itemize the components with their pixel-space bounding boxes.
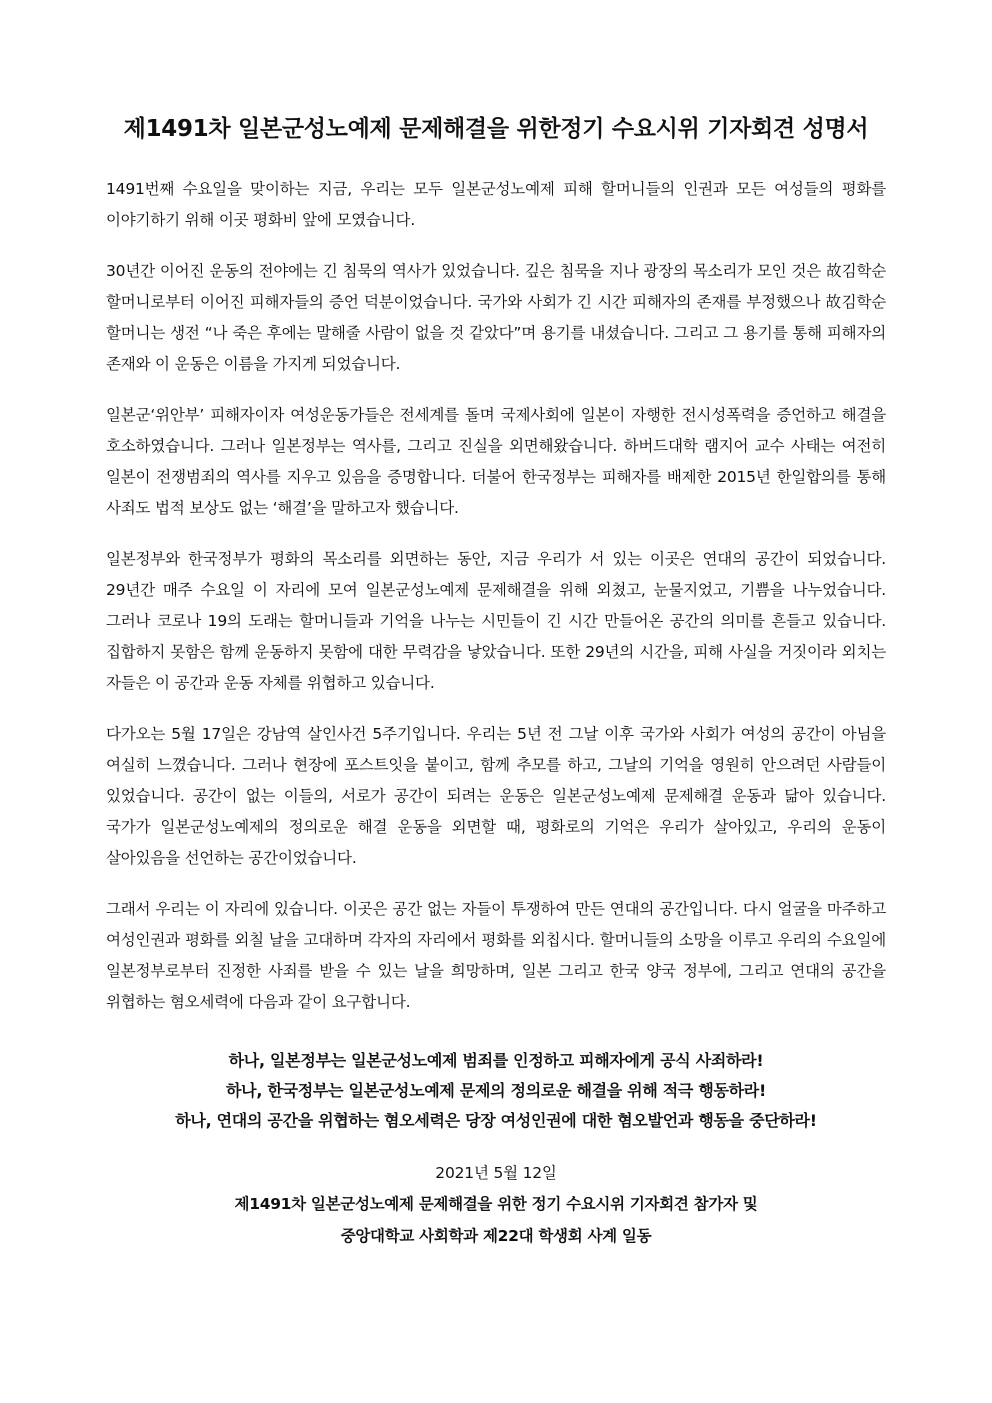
paragraph-6: 그래서 우리는 이 자리에 있습니다. 이곳은 공간 없는 자들이 투쟁하여 만든 연대의 공간입니다. 다시 얼굴을 마주하고 여성인권과 평화를 외칠 날을 고대하며 각자의 자리에서 평화를 외칩시다. 할머니들의 소망을 이루고 우리의 수요일에 일본정부로부터 진정한 사죄를 받을 수 있는 날을 희망하며, 일본 그리고 한국 양국 정부에, 그리고 연대의 공간을 위협하는 혐오세력에 다음과 같이 요구합니다. xyxy=(106,900,886,1011)
statement-document xyxy=(106,112,886,1252)
signoff-line-2: 중앙대학교 사회학과 제22대 학생회 사계 일동 xyxy=(340,1227,652,1245)
demand-3: 하나, 연대의 공간을 위협하는 혐오세력은 당장 여성인권에 대한 혐오발언과 행동을 중단하라! xyxy=(175,1111,817,1130)
paragraph-5: 다가오는 5월 17일은 강남역 살인사건 5주기입니다. 우리는 5년 전 그날 이후 국가와 사회가 여성의 공간이 아님을 여실히 느꼈습니다. 그러나 현장에 포스트잇을 붙이고, 함께 추모를 하고, 그날의 기억을 영원히 안으려던 사람들이 있었습니다. 공간이 없는 이들의, 서로가 공간이 되려는 운동은 일본군성노예제 문제해결 운동과 닮아 있습니다. 국가가 일본군성노예제의 정의로운 해결 운동을 외면할 때, 평화로의 기억은 우리가 살아있고, 우리의 운동이 살아있음을 선언하는 공간이었습니다. xyxy=(106,725,886,867)
demand-1: 하나, 일본정부는 일본군성노예제 범죄를 인정하고 피해자에게 공식 사죄하라! xyxy=(228,1051,764,1070)
signoff-date: 2021년 5월 12일 xyxy=(435,1164,557,1182)
paragraph-3: 일본군‘위안부’ 피해자이자 여성운동가들은 전세계를 돌며 국제사회에 일본이 자행한 전시성폭력을 증언하고 해결을 호소하였습니다. 그러나 일본정부는 역사를, 그리고 진실을 외면해왔습니다. 하버드대학 램지어 교수 사태는 여전히 일본이 전쟁범죄의 역사를 지우고 있음을 증명합니다. 더불어 한국정부는 피해자를 배제한 2015년 한일합의를 통해 사죄도 법적 보상도 없는 ‘해결’을 말하고자 했습니다. xyxy=(106,406,886,517)
paragraph-4: 일본정부와 한국정부가 평화의 목소리를 외면하는 동안, 지금 우리가 서 있는 이곳은 연대의 공간이 되었습니다. 29년간 매주 수요일 이 자리에 모여 일본군성노예제 문제해결을 위해 외쳤고, 눈물지었고, 기쁨을 나누었습니다. 그러나 코로나 19의 도래는 할머니들과 기억을 나누는 시민들이 긴 시간 만들어온 공간의 의미를 흔들고 있습니다. 집합하지 못함은 함께 운동하지 못함에 대한 무력감을 낳았습니다. 또한 29년의 시간을, 피해 사실을 거짓이라 외치는 자들은 이 공간과 운동 자체를 위협하고 있습니다. xyxy=(106,550,886,692)
demands-list xyxy=(106,1046,886,1136)
paragraph-1: 1491번째 수요일을 맞이하는 지금, 우리는 모두 일본군성노예제 피해 할머니들의 인권과 모든 여성들의 평화를 이야기하기 위해 이곳 평화비 앞에 모였습니다. xyxy=(106,180,886,229)
signoff xyxy=(106,1158,886,1252)
demand-2: 하나, 한국정부는 일본군성노예제 문제의 정의로운 해결을 위해 적극 행동하라! xyxy=(226,1081,766,1100)
document-title: 제1491차 일본군성노예제 문제해결을 위한정기 수요시위 기자회견 성명서 xyxy=(123,116,869,142)
signoff-line-1: 제1491차 일본군성노예제 문제해결을 위한 정기 수요시위 기자회견 참가자 및 xyxy=(234,1195,758,1213)
paragraph-2: 30년간 이어진 운동의 전야에는 긴 침묵의 역사가 있었습니다. 깊은 침묵을 지나 광장의 목소리가 모인 것은 故김학순 할머니로부터 이어진 피해자들의 증언 덕분이었습니다. 국가와 사회가 긴 시간 피해자의 존재를 부정했으나 故김학순 할머니는 생전 “나 죽은 후에는 말해줄 사람이 없을 것 같았다”며 용기를 내셨습니다. 그리고 그 용기를 통해 피해자의 존재와 이 운동은 이름을 가지게 되었습니다. xyxy=(106,262,886,373)
